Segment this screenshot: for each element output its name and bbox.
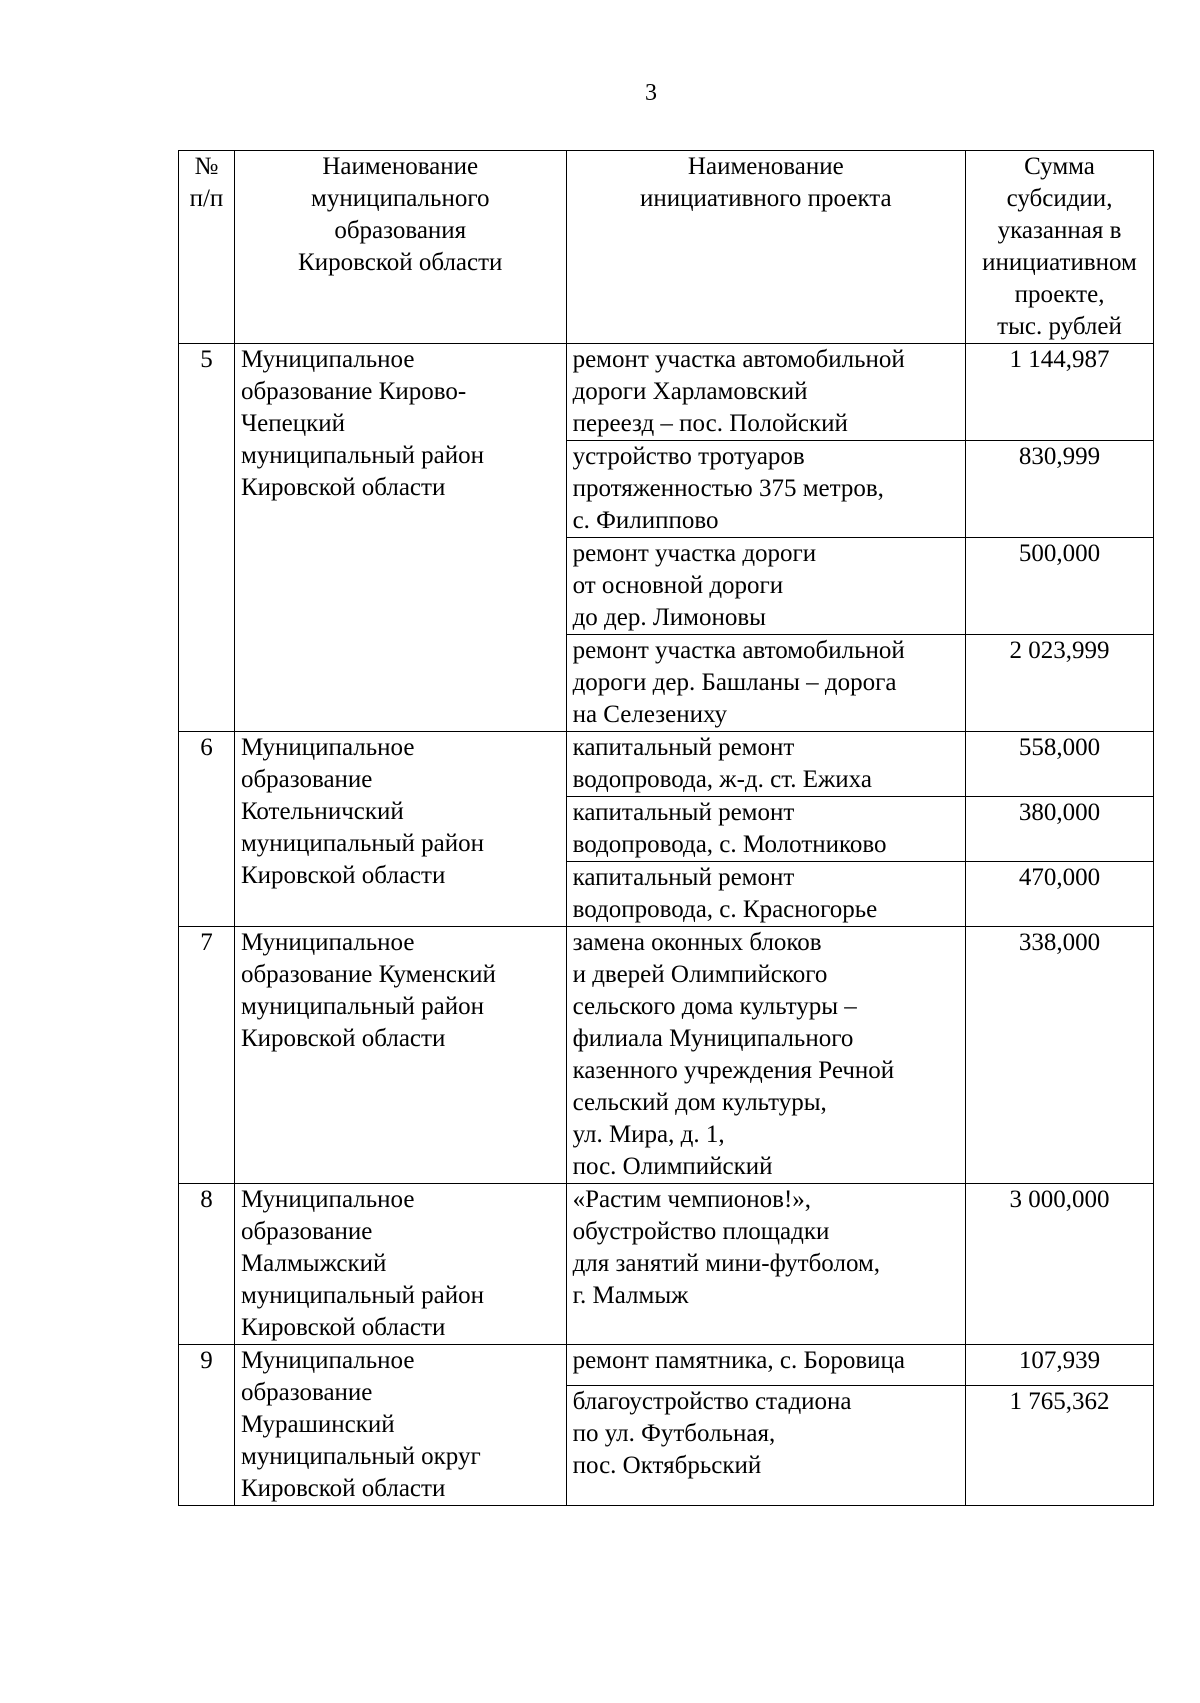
municipality-name: Муниципальное образование Мурашинский муниципальный округ Кировской области (234, 1345, 566, 1506)
project-name: ремонт участка автомобильной дороги дер. Башланы – дорога на Селезениху (566, 635, 965, 732)
subsidy-sum: 470,000 (966, 862, 1154, 927)
project-name: «Растим чемпионов!», обустройство площадки для занятий мини-футболом, г. Малмыж (566, 1184, 965, 1345)
project-name: устройство тротуаров протяженностью 375 метров, с. Филиппово (566, 441, 965, 538)
table-header-row (179, 151, 1154, 344)
row-number: 6 (179, 732, 235, 927)
subsidy-sum: 830,999 (966, 441, 1154, 538)
row-number: 8 (179, 1184, 235, 1345)
municipality-name: Муниципальное образование Куменский муниципальный район Кировской области (234, 927, 566, 1184)
subsidy-sum: 500,000 (966, 538, 1154, 635)
header-municipality: Наименование муниципального образования Кировской области (234, 151, 566, 344)
header-project: Наименование инициативного проекта (566, 151, 965, 344)
municipality-name: Муниципальное образование Кирово- Чепецкий муниципальный район Кировской области (234, 344, 566, 732)
row-number: 5 (179, 344, 235, 732)
municipality-name: Муниципальное образование Малмыжский муниципальный район Кировской области (234, 1184, 566, 1345)
row-number: 9 (179, 1345, 235, 1506)
project-name: ремонт участка автомобильной дороги Харламовский переезд – пос. Полойский (566, 344, 965, 441)
subsidy-sum: 558,000 (966, 732, 1154, 797)
subsidy-sum: 107,939 (966, 1345, 1154, 1386)
subsidy-sum: 2 023,999 (966, 635, 1154, 732)
subsidy-sum: 380,000 (966, 797, 1154, 862)
table-row (179, 344, 1154, 441)
table-row (179, 927, 1154, 1184)
row-number: 7 (179, 927, 235, 1184)
project-name: ремонт участка дороги от основной дороги до дер. Лимоновы (566, 538, 965, 635)
subsidy-sum: 338,000 (966, 927, 1154, 1184)
project-name: благоустройство стадиона по ул. Футбольная, пос. Октябрьский (566, 1385, 965, 1505)
header-sum: Сумма субсидии, указанная в инициативном проекте, тыс. рублей (966, 151, 1154, 344)
project-name: ремонт памятника, с. Боровица (566, 1345, 965, 1386)
table-row (179, 1184, 1154, 1345)
subsidy-sum: 1 765,362 (966, 1385, 1154, 1505)
project-name: капитальный ремонт водопровода, с. Красногорье (566, 862, 965, 927)
municipality-name: Муниципальное образование Котельничский муниципальный район Кировской области (234, 732, 566, 927)
subsidy-sum: 1 144,987 (966, 344, 1154, 441)
subsidy-sum: 3 000,000 (966, 1184, 1154, 1345)
header-number: № п/п (179, 151, 235, 344)
page-number: 3 (645, 80, 657, 106)
project-name: капитальный ремонт водопровода, с. Молотниково (566, 797, 965, 862)
table-row (179, 1345, 1154, 1386)
table-row (179, 732, 1154, 797)
project-name: капитальный ремонт водопровода, ж-д. ст. Ежиха (566, 732, 965, 797)
subsidies-table (178, 150, 1154, 1506)
project-name: замена оконных блоков и дверей Олимпийского сельского дома культуры – филиала Муниципального казенного учреждения Речной сельский дом культуры, ул. Мира, д. 1, пос. Олимпийский (566, 927, 965, 1184)
